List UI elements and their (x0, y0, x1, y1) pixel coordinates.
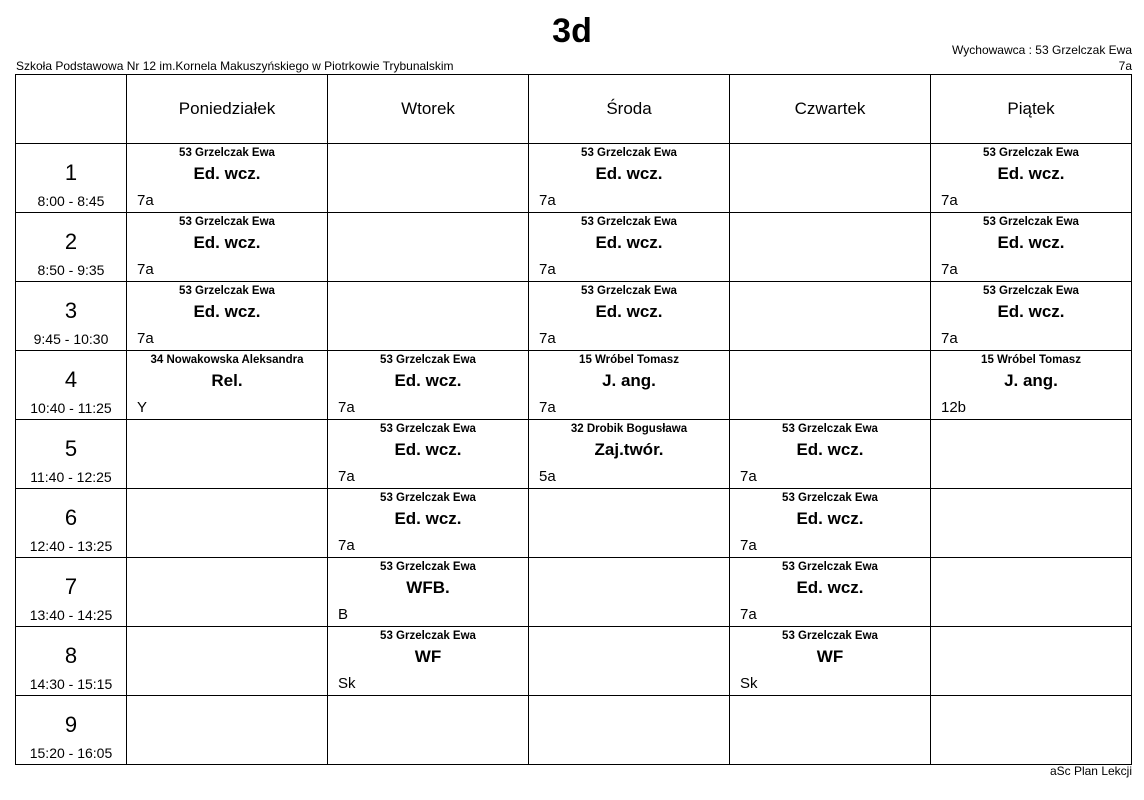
lesson-teacher: 53 Grzelczak Ewa (581, 216, 677, 228)
period-time: 10:40 - 11:25 (30, 400, 112, 416)
timetable-cell (127, 144, 328, 213)
timetable-cell (127, 558, 328, 627)
timetable-cell (127, 282, 328, 351)
period-time: 9:45 - 10:30 (33, 331, 109, 347)
lesson-room: 7a (740, 468, 757, 485)
lesson (127, 351, 327, 419)
period-time: 8:50 - 9:35 (37, 262, 105, 278)
lesson-subject: Zaj.twór. (594, 440, 664, 459)
lesson-room: Sk (740, 675, 758, 692)
lesson-subject: Ed. wcz. (595, 302, 663, 321)
lesson (730, 420, 930, 488)
lesson (931, 282, 1131, 350)
lesson-teacher: 53 Grzelczak Ewa (380, 492, 476, 504)
period-time: 11:40 - 12:25 (30, 469, 112, 485)
lesson (529, 420, 729, 488)
lesson-subject: Ed. wcz. (394, 371, 462, 390)
period-time: 14:30 - 15:15 (29, 676, 113, 692)
lesson (328, 351, 528, 419)
day-header: Piątek (931, 75, 1132, 144)
lesson (127, 144, 327, 212)
lesson-teacher: 53 Grzelczak Ewa (179, 285, 275, 297)
day-header: Czwartek (730, 75, 931, 144)
timetable-cell (730, 213, 931, 282)
lesson-subject: WF (816, 647, 844, 666)
lesson (529, 213, 729, 281)
lesson-subject: Ed. wcz. (394, 440, 462, 459)
period-row (16, 213, 1132, 282)
period-number: 1 (64, 160, 78, 185)
period-cell (16, 351, 127, 420)
day-header-row (16, 75, 1132, 144)
timetable-cell (328, 489, 529, 558)
timetable-cell (127, 420, 328, 489)
lesson-teacher: 32 Drobik Bogusława (570, 423, 688, 435)
timetable-cell (730, 144, 931, 213)
lesson (328, 489, 528, 557)
lesson-room: 7a (137, 330, 154, 347)
lesson-subject: Ed. wcz. (796, 509, 864, 528)
lesson (931, 144, 1131, 212)
period-time: 8:00 - 8:45 (37, 193, 105, 209)
lesson-subject: Rel. (211, 371, 243, 390)
lesson-room: 7a (941, 261, 958, 278)
period-cell (16, 627, 127, 696)
timetable-cell (328, 282, 529, 351)
lesson (127, 213, 327, 281)
lesson (529, 144, 729, 212)
lesson-room: 7a (539, 399, 556, 416)
period-row (16, 489, 1132, 558)
timetable-cell (529, 420, 730, 489)
timetable-cell (931, 558, 1132, 627)
lesson (730, 558, 930, 626)
period-number: 7 (64, 574, 78, 599)
lesson-subject: WF (414, 647, 442, 666)
timetable-cell (931, 420, 1132, 489)
timetable-cell (529, 627, 730, 696)
timetable-cell (328, 696, 529, 765)
timetable-cell (931, 489, 1132, 558)
period-time: 15:20 - 16:05 (29, 745, 113, 761)
period-number: 8 (64, 643, 78, 668)
lesson-teacher: 53 Grzelczak Ewa (782, 423, 878, 435)
lesson-teacher: 53 Grzelczak Ewa (380, 561, 476, 573)
lesson (730, 489, 930, 557)
lesson-teacher: 53 Grzelczak Ewa (983, 285, 1079, 297)
lesson-subject: WFB. (406, 578, 450, 597)
lesson (328, 558, 528, 626)
lesson-room: 7a (338, 399, 355, 416)
lesson-subject: Ed. wcz. (997, 164, 1065, 183)
homeroom-teacher-name: Wychowawca : 53 Grzelczak Ewa (952, 43, 1132, 57)
period-number: 4 (64, 367, 78, 392)
lesson-teacher: 15 Wróbel Tomasz (579, 354, 679, 366)
lesson-subject: J. ang. (1004, 371, 1058, 390)
lesson-subject: Ed. wcz. (193, 164, 261, 183)
lesson-room: B (338, 606, 349, 623)
day-header: Środa (529, 75, 730, 144)
period-cell (16, 558, 127, 627)
homeroom-teacher (952, 42, 1132, 74)
lesson-teacher: 53 Grzelczak Ewa (380, 630, 476, 642)
timetable-cell (127, 351, 328, 420)
homeroom-room: 7a (1118, 59, 1132, 73)
period-number: 2 (64, 229, 78, 254)
timetable-cell (931, 282, 1132, 351)
lesson-room: 7a (539, 330, 556, 347)
lesson-room: 7a (740, 537, 757, 554)
lesson-teacher: 53 Grzelczak Ewa (782, 561, 878, 573)
timetable-cell (730, 489, 931, 558)
period-row (16, 696, 1132, 765)
period-cell (16, 696, 127, 765)
timetable-cell (328, 420, 529, 489)
lesson (931, 213, 1131, 281)
lesson (328, 627, 528, 695)
lesson-teacher: 34 Nowakowska Aleksandra (150, 354, 304, 366)
timetable-cell (529, 489, 730, 558)
lesson (931, 351, 1131, 419)
timetable-cell (328, 351, 529, 420)
timetable-cell (730, 627, 931, 696)
timetable-cell (127, 213, 328, 282)
lesson-teacher: 53 Grzelczak Ewa (581, 147, 677, 159)
timetable-cell (529, 696, 730, 765)
timetable-cell (730, 282, 931, 351)
lesson-room: 7a (137, 261, 154, 278)
period-time: 12:40 - 13:25 (29, 538, 113, 554)
timetable-cell (931, 696, 1132, 765)
lesson-teacher: 53 Grzelczak Ewa (983, 147, 1079, 159)
lesson-room: 7a (338, 537, 355, 554)
lesson-teacher: 15 Wróbel Tomasz (981, 354, 1081, 366)
lesson-subject: Ed. wcz. (796, 440, 864, 459)
timetable-cell (328, 144, 529, 213)
corner-cell (16, 75, 127, 144)
lesson (127, 282, 327, 350)
timetable-cell (529, 282, 730, 351)
lesson-subject: Ed. wcz. (997, 302, 1065, 321)
lesson-room: 5a (539, 468, 556, 485)
timetable-cell (730, 351, 931, 420)
period-row (16, 144, 1132, 213)
lesson (730, 627, 930, 695)
timetable-cell (529, 351, 730, 420)
lesson-subject: Ed. wcz. (595, 164, 663, 183)
school-name: Szkoła Podstawowa Nr 12 im.Kornela Makuszyńskiego w Piotrkowie Trybunalskim (16, 59, 454, 73)
period-number: 9 (64, 712, 78, 737)
footer-credit: aSc Plan Lekcji (1049, 764, 1132, 778)
lesson-room: Y (137, 399, 148, 416)
timetable-cell (931, 213, 1132, 282)
timetable-cell (127, 696, 328, 765)
lesson-subject: Ed. wcz. (796, 578, 864, 597)
lesson-teacher: 53 Grzelczak Ewa (380, 354, 476, 366)
lesson (328, 420, 528, 488)
timetable-cell (328, 213, 529, 282)
lesson-room: 7a (338, 468, 355, 485)
lesson-subject: Ed. wcz. (193, 302, 261, 321)
timetable-grid (15, 74, 1132, 765)
timetable-cell (730, 558, 931, 627)
period-row (16, 558, 1132, 627)
period-cell (16, 282, 127, 351)
lesson-subject: Ed. wcz. (193, 233, 261, 252)
period-row (16, 627, 1132, 696)
period-row (16, 282, 1132, 351)
timetable-cell (127, 627, 328, 696)
period-number: 3 (64, 298, 78, 323)
timetable-cell (730, 420, 931, 489)
lesson-teacher: 53 Grzelczak Ewa (380, 423, 476, 435)
lesson-teacher: 53 Grzelczak Ewa (179, 147, 275, 159)
lesson-room: Sk (338, 675, 356, 692)
period-number: 5 (64, 436, 78, 461)
period-time: 13:40 - 14:25 (29, 607, 113, 623)
day-header: Poniedziałek (127, 75, 328, 144)
lesson-subject: Ed. wcz. (997, 233, 1065, 252)
lesson-teacher: 53 Grzelczak Ewa (782, 630, 878, 642)
lesson-teacher: 53 Grzelczak Ewa (983, 216, 1079, 228)
timetable-cell (931, 144, 1132, 213)
timetable-cell (328, 627, 529, 696)
timetable-cell (127, 489, 328, 558)
period-cell (16, 420, 127, 489)
lesson (529, 351, 729, 419)
lesson-room: 7a (539, 192, 556, 209)
lesson-room: 12b (941, 399, 967, 416)
period-row (16, 351, 1132, 420)
timetable-cell (529, 558, 730, 627)
lesson-teacher: 53 Grzelczak Ewa (179, 216, 275, 228)
timetable-cell (529, 213, 730, 282)
timetable-cell (529, 144, 730, 213)
timetable-cell (730, 696, 931, 765)
lesson-subject: J. ang. (602, 371, 656, 390)
page-title: 3d (552, 12, 592, 50)
lesson-room: 7a (740, 606, 757, 623)
lesson-subject: Ed. wcz. (394, 509, 462, 528)
period-cell (16, 144, 127, 213)
lesson-room: 7a (539, 261, 556, 278)
lesson-room: 7a (137, 192, 154, 209)
lesson-teacher: 53 Grzelczak Ewa (581, 285, 677, 297)
timetable-cell (931, 627, 1132, 696)
lesson-subject: Ed. wcz. (595, 233, 663, 252)
day-header: Wtorek (328, 75, 529, 144)
period-number: 6 (64, 505, 78, 530)
period-cell (16, 489, 127, 558)
period-cell (16, 213, 127, 282)
timetable-cell (328, 558, 529, 627)
lesson-teacher: 53 Grzelczak Ewa (782, 492, 878, 504)
period-row (16, 420, 1132, 489)
lesson-room: 7a (941, 330, 958, 347)
timetable-cell (931, 351, 1132, 420)
lesson-room: 7a (941, 192, 958, 209)
lesson (529, 282, 729, 350)
